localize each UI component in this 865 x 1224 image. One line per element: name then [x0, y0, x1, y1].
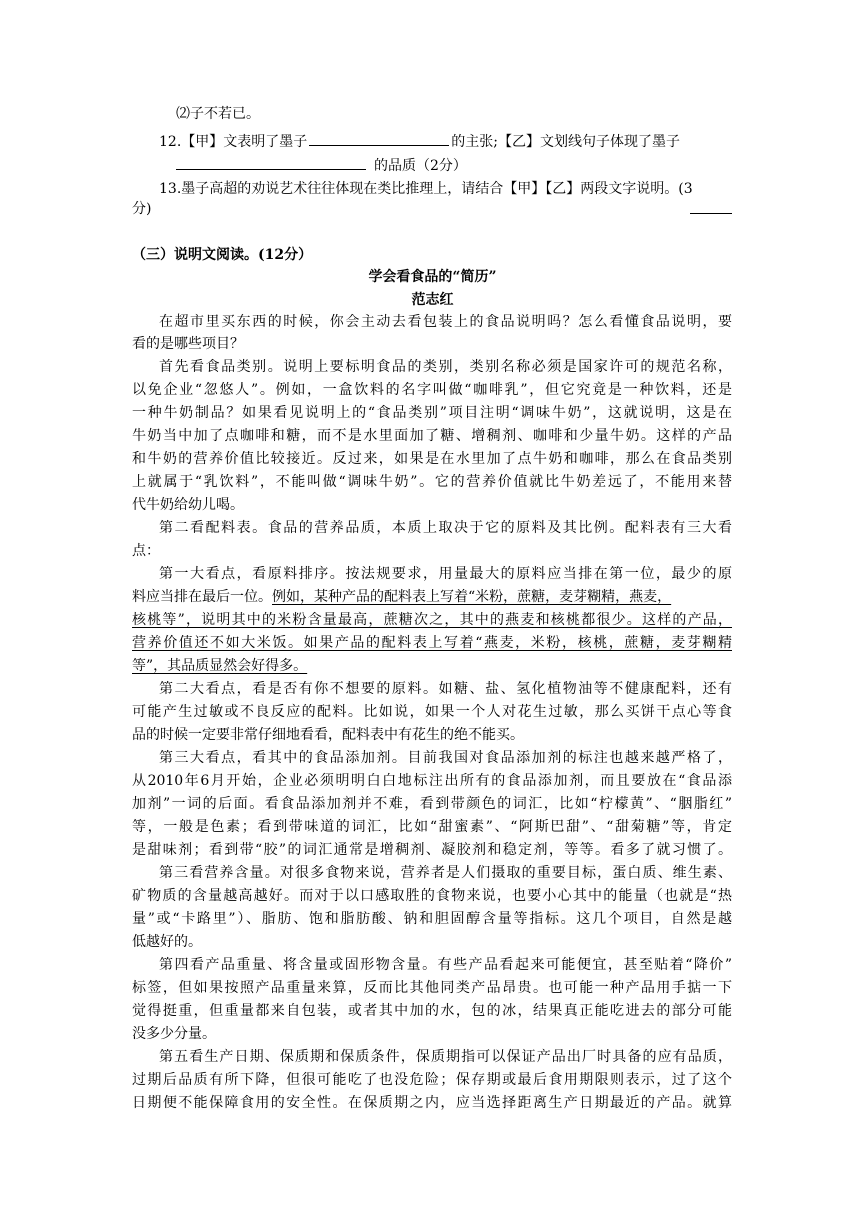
- answer-blank-12b[interactable]: [176, 155, 366, 170]
- plain-segment: 料应当排在最后一位。: [132, 589, 272, 605]
- paragraph-line: 加剂”一词的后面。看食品添加剂并不难，看到带颜色的词汇，比如“柠檬黄”、“胭脂红”: [132, 796, 732, 812]
- paragraph-line-mixed: [132, 587, 732, 607]
- underlined-sentence: 等”，其品质显然会好得多。: [132, 658, 308, 674]
- paragraph-line: 点：: [132, 543, 160, 559]
- question-12-line-1: [159, 131, 680, 152]
- question-12-text-b: 的主张;【乙】文划线句子体现了墨子: [451, 134, 680, 150]
- paragraph-line: 觉得挺重，但重量都来自包装，或者其中加的水，包的冰，结果真正能吃进去的部分可能: [132, 1003, 732, 1019]
- question-13-line-2: 分): [132, 201, 152, 217]
- paragraph-line: 和牛奶的营养价值比较接近。反过来，如果是在水里加了点牛奶和咖啡，那么在食品类别: [132, 451, 732, 467]
- section-heading: （三）说明文阅读。(12分）: [132, 247, 313, 263]
- paragraph-line: 第二大看点，看是否有你不想要的原料。如糖、盐、氢化植物油等不健康配料，还有: [159, 681, 732, 697]
- paragraph-line: 上就属于“乳饮料”，不能叫做“调味牛奶”。它的营养价值就比牛奶差远了，不能用来替: [132, 474, 732, 490]
- paragraph-line: 第一大看点，看原料排序。按法规要求，用量最大的原料应当排在第一位，最少的原: [159, 566, 732, 582]
- question-sub-2: ⑵子不若已。: [176, 106, 260, 122]
- paragraph-line: 一种牛奶制品？如果看见说明上的“食品类别”项目注明“调味牛奶”，这就说明，这是在: [132, 405, 732, 421]
- question-13-line-1: 13.墨子高超的劝说艺术往往体现在类比推理上，请结合【甲】【乙】两段文字说明。(3: [159, 181, 693, 197]
- paragraph-line: 首先看食品类别。说明上要标明食品的类别，类别名称必须是国家许可的规范名称，: [159, 359, 732, 375]
- underlined-sentence: 例如，某种产品的配料表上写着“米粉，蔗糖，麦芽糊精，燕麦，: [272, 589, 672, 605]
- paragraph-line: 标签，但如果按照产品重量来算，反而比其他同类产品昂贵。也可能一种产品用手掂一下: [132, 980, 732, 996]
- paragraph-line: 以免企业“忽悠人”。例如，一盒饮料的名字叫做“咖啡乳”，但它究竟是一种饮料，还是: [132, 382, 732, 398]
- paragraph-line: 过期后品质有所下降，但很可能吃了也没危险；保存期或最后食用期限则表示，过了这个: [132, 1072, 732, 1088]
- answer-blank-13[interactable]: [690, 199, 732, 214]
- paragraph-line: 没多少分量。: [132, 1026, 216, 1042]
- paragraph-line: 代牛奶给幼儿喝。: [132, 497, 244, 513]
- question-12-line-2: [176, 155, 467, 176]
- paragraph-line: 第二看配料表。食品的营养品质，本质上取决于它的原料及其比例。配料表有三大看: [159, 520, 732, 536]
- paragraph-line: 量”或“卡路里”）、脂肪、饱和脂肪酸、钠和胆固醇含量等指标。这几个项目，自然是越: [132, 911, 732, 927]
- answer-blank-12a[interactable]: [309, 131, 449, 146]
- paragraph-line: 牛奶当中加了点咖啡和糖，而不是水里面加了糖、增稠剂、咖啡和少量牛奶。这样的产品: [132, 428, 732, 444]
- question-12-text-c: 的品质（2分）: [374, 158, 467, 174]
- paragraph-line: 看的是哪些项目？: [132, 336, 244, 352]
- paragraph-line: 第三大看点，看其中的食品添加剂。目前我国对食品添加剂的标注也越来越严格了，: [159, 750, 732, 766]
- article-title: 学会看食品的“简历”: [368, 269, 497, 285]
- underlined-sentence: 核桃等”，说明其中的米粉含量最高，蔗糖次之，其中的燕麦和核桃都很少。这样的产品，: [132, 612, 732, 628]
- paragraph-line: 日期便不能保障食用的安全性。在保质期之内，应当选择距离生产日期最近的产品。就算: [132, 1095, 732, 1111]
- paragraph-line: 第四看产品重量、将含量或固形物含量。有些产品看起来可能便宜，甚至贴着“降价”: [159, 957, 732, 973]
- paragraph-line: 低越好的。: [132, 934, 202, 950]
- paragraph-line: 第三看营养含量。对很多食物来说，营养者是人们摄取的重要目标，蛋白质、维生素、: [159, 865, 732, 881]
- paragraph-line: 是甜味剂；看到带“胶”的词汇通常是增稠剂、凝胶剂和稳定剂，等等。看多了就习惯了。: [132, 842, 732, 858]
- article-author: 范志红: [411, 292, 454, 308]
- paragraph-line: 矿物质的含量越高越好。而对于以口感取胜的食物来说，也要小心其中的能量（也就是“热: [132, 888, 732, 904]
- paragraph-line: 可能产生过敏或不良反应的配料。比如说，如果一个人对花生过敏，那么买饼干点心等食: [132, 704, 732, 720]
- question-12-text-a: 12.【甲】文表明了墨子: [159, 134, 308, 150]
- paragraph-line: 从2010年6月开始，企业必须明明白白地标注出所有的食品添加剂，而且要放在“食品添: [132, 773, 732, 789]
- paragraph-line: 在超市里买东西的时候，你会主动去看包装上的食品说明吗？怎么看懂食品说明，要: [159, 314, 732, 330]
- underlined-sentence: 营养价值还不如大米饭。如果产品的配料表上写着“燕麦，米粉，核桃，蔗糖，麦芽糊精: [132, 635, 732, 651]
- paragraph-line: 品的时候一定要非常仔细地看看，配料表中有花生的绝不能买。: [132, 727, 524, 743]
- paragraph-line: 等，一般是色素；看到带味道的词汇，比如“甜蜜素”、“阿斯巴甜”、“甜菊糖”等，肯定: [132, 819, 732, 835]
- paragraph-line: 第五看生产日期、保质期和保质条件，保质期指可以保证产品出厂时具备的应有品质，: [159, 1049, 732, 1065]
